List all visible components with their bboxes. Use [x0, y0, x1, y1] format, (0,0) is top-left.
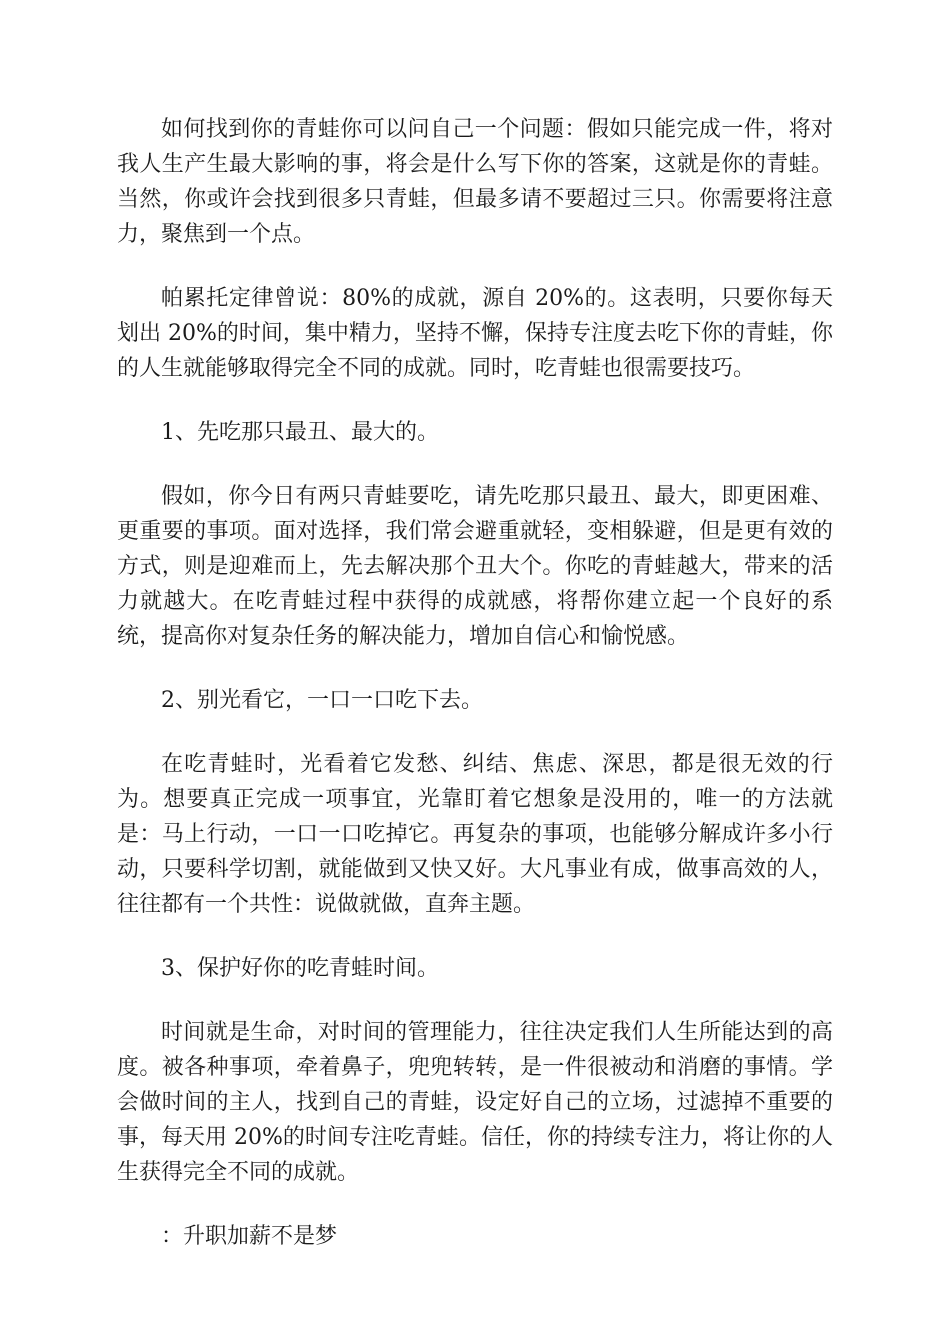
- paragraph-protect-time: 时间就是生命，对时间的管理能力，往往决定我们人生所能达到的高度。被各种事项，牵着鼻子，兜兜转转，是一件很被动和消磨的事情。学会做时间的主人，找到自己的青蛙，设定好自己的立场，过滤掉不重要的事，每天用 20%的时间专注吃青蛙。信任，你的持续专注力，将让你的人生获得完全不同的成就。: [117, 1020, 833, 1185]
- heading-eat-biggest-first: 1、先吃那只最丑、最大的。: [161, 420, 439, 445]
- heading-bite-by-bite: 2、别光看它，一口一口吃下去。: [161, 688, 483, 713]
- paragraph-biggest-first: 假如，你今日有两只青蛙要吃，请先吃那只最丑、最大，即更困难、更重要的事项。面对选择，我们常会避重就轻，变相躲避，但是更有效的方式，则是迎难而上，先去解决那个丑大个。你吃的青蛙越大，带来的活力就越大。在吃青蛙过程中获得的成就感，将帮你建立起一个良好的系统，提高你对复杂任务的解决能力，增加自信心和愉悦感。: [117, 484, 833, 649]
- document-body: [117, 112, 833, 1283]
- heading-protect-time: 3、保护好你的吃青蛙时间。: [161, 956, 439, 981]
- heading-promotion: ：升职加薪不是梦: [161, 1224, 338, 1249]
- paragraph-pareto-principle: 帕累托定律曾说：80%的成就，源自 20%的。这表明，只要你每天划出 20%的时间，集中精力，坚持不懈，保持专注度去吃下你的青蛙，你的人生就能够取得完全不同的成就。同时，吃青蛙也很需要技巧。: [117, 286, 833, 381]
- paragraph-find-your-frog: 如何找到你的青蛙你可以问自己一个问题：假如只能完成一件，将对我人生产生最大影响的事，将会是什么写下你的答案，这就是你的青蛙。当然，你或许会找到很多只青蛙，但最多请不要超过三只。你需要将注意力，聚焦到一个点。: [117, 117, 833, 247]
- paragraph-bite-by-bite: 在吃青蛙时，光看着它发愁、纠结、焦虑、深思，都是很无效的行为。想要真正完成一项事宜，光靠盯着它想象是没用的，唯一的方法就是：马上行动，一口一口吃掉它。再复杂的事项，也能够分解成许多小行动，只要科学切割，就能做到又快又好。大凡事业有成，做事高效的人，往往都有一个共性：说做就做，直奔主题。: [117, 752, 833, 917]
